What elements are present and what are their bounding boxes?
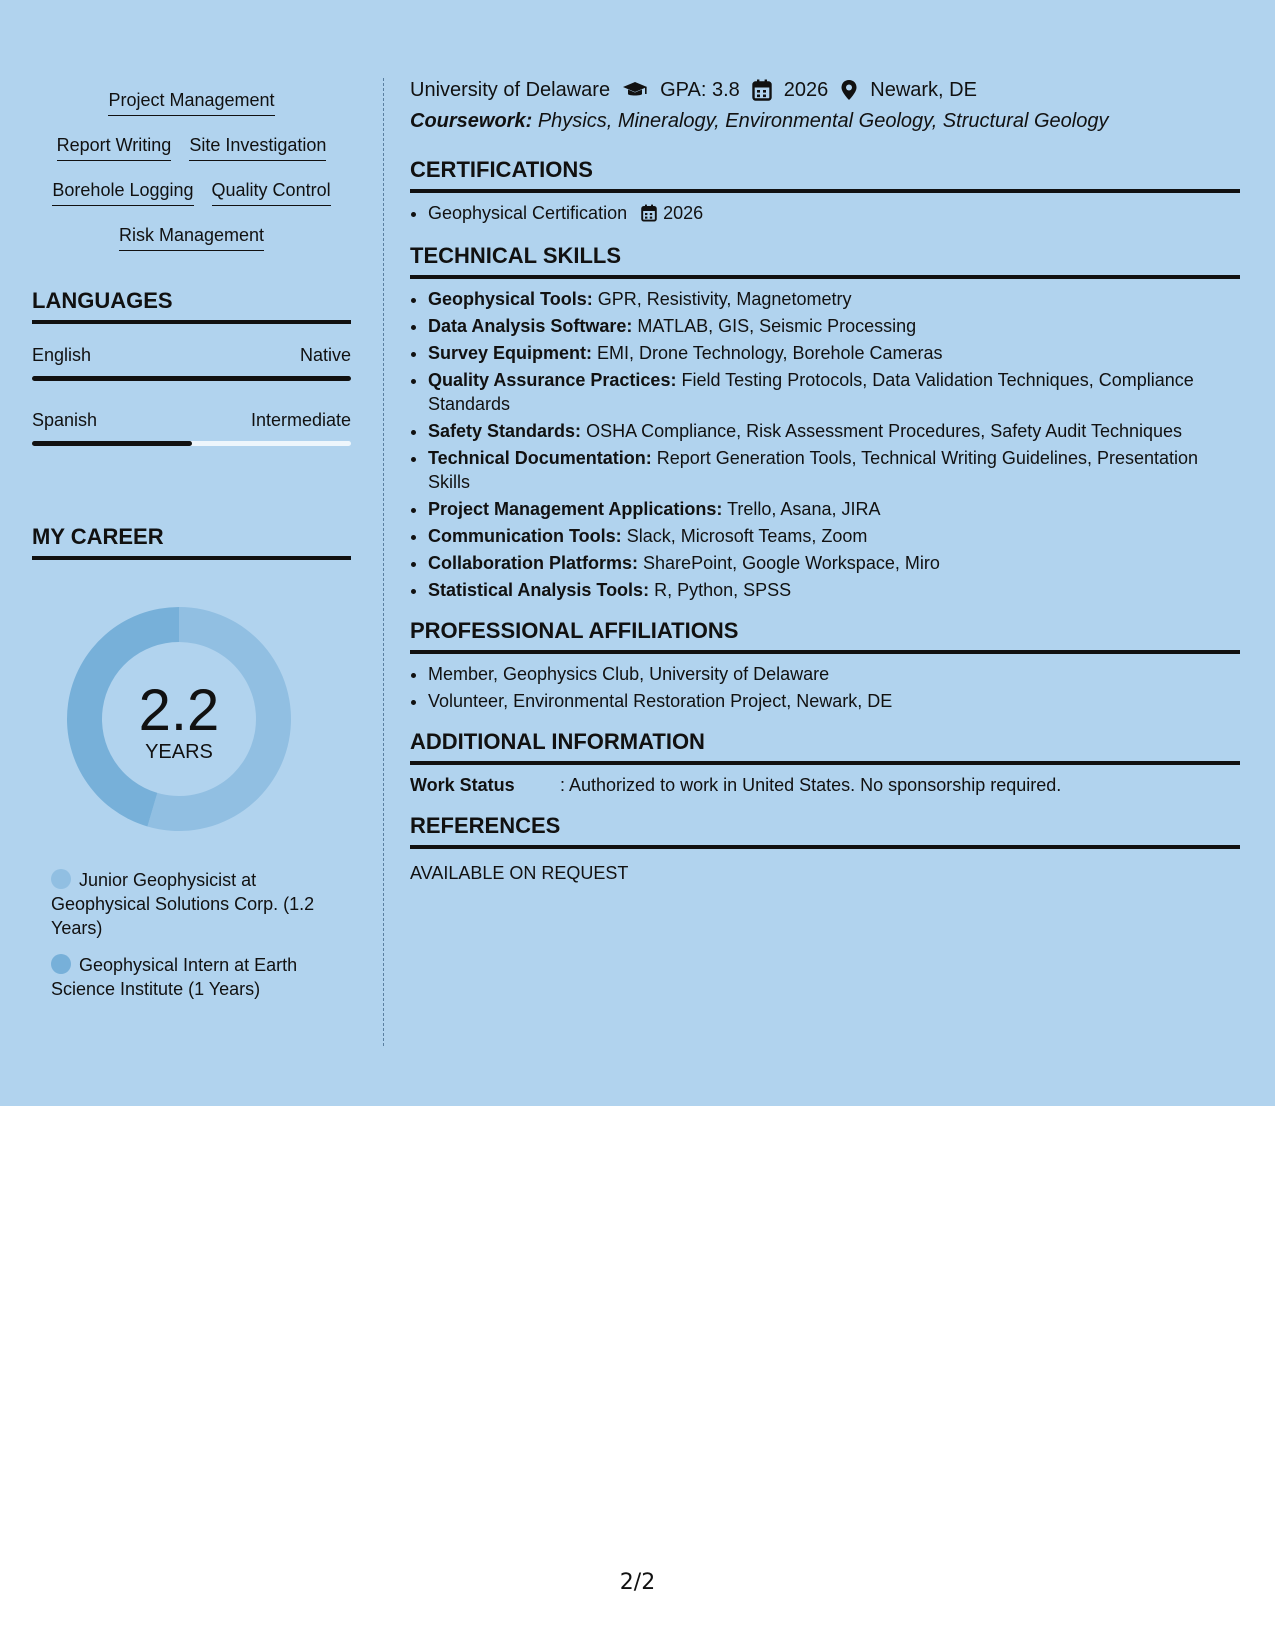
technical-skills-heading: TECHNICAL SKILLS [410,243,1240,279]
skill-row [32,78,351,123]
additional-info-section [410,729,1240,797]
technical-skill-value: EMI, Drone Technology, Borehole Cameras [597,343,943,363]
skill-row [32,168,351,213]
career-legend-label: Junior Geophysicist at Geophysical Solutions Corp. (1.2 Years) [51,870,315,938]
technical-skill-item [428,524,1240,548]
affiliation-item: • Volunteer, Environmental Restoration Project, Newark, DE [428,689,1240,713]
technical-skill-label: Geophysical Tools: [428,289,593,309]
references-text: AVAILABLE ON REQUEST [410,863,629,883]
technical-skills-section [410,243,1240,602]
school-location: Newark, DE [870,79,977,101]
language-item [32,344,351,381]
technical-skill-value: Report Generation Tools, Technical Writing Guidelines, Presentation Skills [428,448,1199,492]
certification-row [428,201,703,225]
affiliation-item: • Member, Geophysics Club, University of Delaware [428,662,1240,686]
certification-item [428,201,1240,225]
skills-tags [32,78,351,258]
technical-skill-label: Statistical Analysis Tools: [428,580,650,600]
career-legend-item [51,868,351,940]
skill-tag: Report Writing [57,123,172,161]
career-total: 2.2 [138,678,220,743]
affiliations-heading: PROFESSIONAL AFFILIATIONS [410,618,1240,654]
language-proficiency-fill [32,376,351,381]
technical-skill-item [428,446,1240,494]
school-name: University of Delaware [410,79,611,101]
additional-info-heading: ADDITIONAL INFORMATION [410,729,1240,765]
language-name: English [32,345,92,365]
technical-skill-item [428,314,1240,338]
technical-skill-value: MATLAB, GIS, Seismic Processing [637,316,917,336]
career-donut-center [64,604,294,834]
graduation-year: 2026 [783,79,829,101]
technical-skill-value: OSHA Compliance, Risk Assessment Procedures, Safety Audit Techniques [586,421,1183,441]
page-number: 2/2 [619,1570,656,1595]
technical-skill-value: Field Testing Protocols, Data Validation Techniques, Compliance Standards [428,370,1194,414]
career-legend-label: Geophysical Intern at Earth Science Institute (1 Years) [51,955,298,999]
references-heading: REFERENCES [410,813,1240,849]
coursework-list: Physics, Mineralogy, Environmental Geology, Structural Geology [537,110,1109,132]
references-section [410,813,1240,885]
legend-dot-icon [51,869,71,889]
coursework-label: Coursework: [410,110,533,132]
work-status-label: Work Status [410,775,515,795]
skill-row [32,123,351,168]
language-proficiency-bar [32,376,351,381]
career-legend-item [51,953,351,1001]
skill-tag: Site Investigation [189,123,326,161]
calendar-icon [752,79,772,101]
skill-tag: Project Management [108,78,274,116]
sidebar [32,78,351,1014]
technical-skill-value: Slack, Microsoft Teams, Zoom [626,526,868,546]
affiliations-list [410,662,1240,713]
technical-skill-item [428,287,1240,311]
technical-skill-label: Data Analysis Software: [428,316,633,336]
technical-skill-label: Technical Documentation: [428,448,652,468]
technical-skill-label: Project Management Applications: [428,499,723,519]
education-line [410,78,1240,102]
language-proficiency-bar [32,441,351,446]
technical-skill-label: Safety Standards: [428,421,582,441]
technical-skill-label: Quality Assurance Practices: [428,370,677,390]
technical-skill-label: Survey Equipment: [428,343,593,363]
career-legend [32,868,351,1001]
technical-skill-value: GPR, Resistivity, Magnetometry [597,289,852,309]
certifications-list [410,201,1240,225]
technical-skill-label: Collaboration Platforms: [428,553,639,573]
technical-skill-value: Trello, Asana, JIRA [727,499,881,519]
technical-skill-item [428,419,1240,443]
language-proficiency-fill [32,441,192,446]
technical-skills-list [410,287,1240,602]
certifications-heading: CERTIFICATIONS [410,157,1240,193]
technical-skill-item [428,368,1240,416]
certifications-section [410,157,1240,225]
skill-tag: Quality Control [212,168,331,206]
language-name: Spanish [32,410,98,430]
technical-skill-item [428,551,1240,575]
legend-dot-icon [51,954,71,974]
technical-skill-value: SharePoint, Google Workspace, Miro [643,553,940,573]
technical-skill-item [428,497,1240,521]
languages-heading: LANGUAGES [32,288,351,324]
graduation-cap-icon [622,80,648,100]
career-section [32,524,351,1001]
technical-skill-item [428,341,1240,365]
languages-section [32,288,351,446]
coursework [410,109,1240,133]
language-row [32,409,351,431]
work-status-row [410,773,1240,797]
skill-tag: Borehole Logging [52,168,193,206]
language-level: Intermediate [250,410,351,430]
career-unit: YEARS [145,741,213,763]
technical-skill-item [428,578,1240,602]
language-row [32,344,351,366]
main-column [410,78,1240,885]
technical-skill-label: Communication Tools: [428,526,622,546]
skill-row [32,213,351,258]
career-heading: MY CAREER [32,524,351,560]
language-item [32,409,351,446]
technical-skill-value: R, Python, SPSS [654,580,792,600]
column-divider [383,78,384,1046]
languages-list [32,344,351,446]
calendar-icon [641,204,657,222]
affiliations-section [410,618,1240,713]
location-pin-icon [840,79,858,101]
certification-year: 2026 [663,203,704,223]
gpa: GPA: 3.8 [660,79,740,101]
work-status-value: : Authorized to work in United States. No sponsorship required. [560,775,1062,795]
skill-tag: Risk Management [119,213,264,251]
certification-name: • Geophysical Certification [428,203,628,223]
career-donut [64,604,294,834]
language-level: Native [299,345,351,365]
